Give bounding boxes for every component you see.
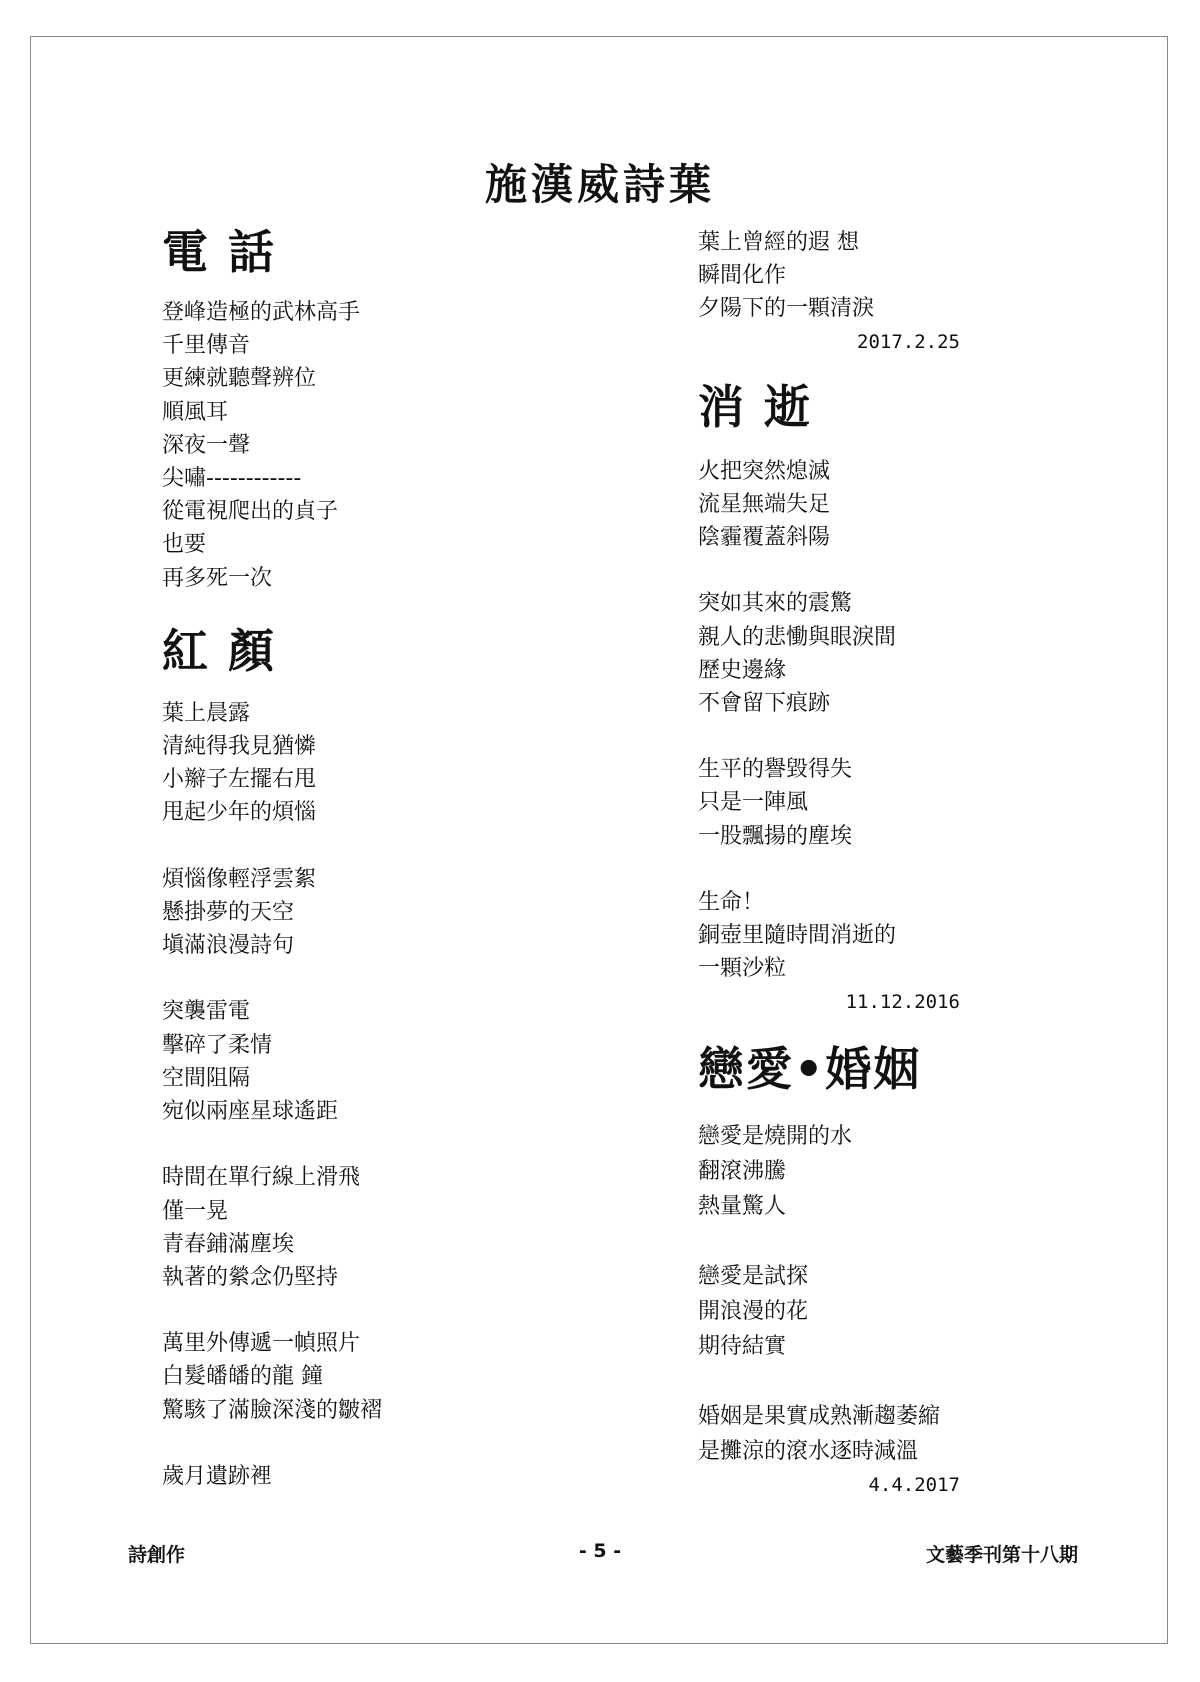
- poem-line: 戀愛是試探: [698, 1263, 809, 1289]
- poem-date-hongyan: 2017.2.25: [857, 330, 960, 353]
- poem-body-hongyan: [162, 697, 602, 1494]
- poem-line: 一股飄揚的塵埃: [698, 823, 853, 849]
- poem-line: 突如其來的震驚: [698, 591, 853, 617]
- poem-line: 火把突然熄滅: [698, 458, 831, 484]
- poem-line: 小辮子左擺右甩: [162, 767, 317, 793]
- poem-line: 煩惱像輕浮雲絮: [162, 866, 317, 892]
- poem-line: 順風耳: [162, 399, 229, 425]
- poem-line: 白髮皤皤的龍 鐘: [162, 1364, 323, 1390]
- poem-line: 清純得我見猶憐: [162, 733, 317, 759]
- poem-line: 登峰造極的武林高手: [162, 300, 361, 325]
- poem-line: 尖嘯------------: [162, 465, 302, 491]
- poem-line: 葉上曾經的遐 想: [698, 230, 859, 255]
- poem-line: 熱量驚人: [698, 1193, 787, 1219]
- poem-line: 翻滾沸騰: [698, 1158, 787, 1184]
- poem-line: 開浪漫的花: [698, 1298, 809, 1324]
- poem-body-lianai: [698, 1119, 1118, 1469]
- page-title: 施漢威詩葉: [484, 160, 715, 209]
- poem-line: 是攤涼的滾水逐時減溫: [698, 1438, 919, 1464]
- poem-body-dianhua: [162, 296, 602, 595]
- poem-line: 千里傳音: [162, 333, 251, 359]
- footer-section-label: 詩創作: [128, 1544, 186, 1566]
- poem-line: 期待結實: [698, 1333, 787, 1359]
- poem-date-lianai: 4.4.2017: [868, 1473, 960, 1496]
- poem-line: 只是一陣風: [698, 790, 809, 816]
- poem-line: 空間阻隔: [162, 1065, 251, 1091]
- poem-line: 不會留下痕跡: [698, 690, 831, 716]
- poem-date-xiaoshi: 11.12.2016: [845, 990, 960, 1013]
- poem-line: 青春鋪滿塵埃: [162, 1231, 295, 1257]
- poem-line: 婚姻是果實成熟漸趨萎縮: [698, 1403, 941, 1429]
- poem-line: 塡滿浪漫詩句: [162, 933, 295, 958]
- poem-body-hongyan-continued: [698, 226, 1118, 326]
- poem-line: 萬里外傳遞一幀照片: [162, 1331, 361, 1357]
- poem-line: 流星無端失足: [698, 491, 831, 517]
- poem-line: 突襲雷電: [162, 999, 251, 1025]
- poem-line: 瞬間化作: [698, 263, 787, 289]
- poem-line: 從電視爬出的貞子: [162, 499, 339, 525]
- poem-line: 歷史邊緣: [698, 657, 787, 683]
- poem-body-xiaoshi: [698, 455, 1118, 986]
- poem-line: 深夜一聲: [162, 432, 251, 458]
- poem-title-xiaoshi: 消 逝: [698, 379, 813, 434]
- poem-line: 親人的悲慟與眼淚間: [698, 624, 897, 650]
- poem-line: 驚駭了滿臉深淺的皺褶: [162, 1397, 383, 1423]
- footer-issue-label: 文藝季刊第十八期: [925, 1544, 1078, 1566]
- poem-title-hongyan: 紅 顏: [162, 623, 277, 678]
- poem-line: 歲月遺跡裡: [162, 1464, 273, 1489]
- poem-line: 葉上晨露: [162, 700, 251, 726]
- poem-line: 甩起少年的煩惱: [162, 800, 317, 826]
- poem-line: 也要: [162, 532, 207, 558]
- poem-line: 戀愛是燒開的水: [698, 1123, 853, 1149]
- poem-line: 擊碎了柔情: [162, 1032, 273, 1058]
- poem-line: 僅一晃: [162, 1198, 229, 1224]
- poem-line: 夕陽下的一顆清淚: [698, 296, 875, 322]
- poem-line: 宛似兩座星球遙距: [162, 1098, 339, 1124]
- poem-line: 懸掛夢的天空: [162, 899, 295, 925]
- right-column: [698, 226, 1118, 1502]
- poem-line: 執著的縈念仍堅持: [162, 1264, 339, 1290]
- poem-title-dianhua: 電 話: [162, 225, 277, 279]
- poem-line: 陰霾覆蓋斜陽: [698, 524, 831, 550]
- footer-page-number: - 5 -: [578, 1540, 622, 1562]
- poem-line: 再多死一次: [162, 565, 273, 591]
- poem-line: 生平的譽毀得失: [698, 757, 853, 783]
- poem-line: 銅壺里隨時間消逝的: [698, 923, 897, 949]
- poem-line: 生命！: [698, 890, 765, 915]
- poem-line: 一顆沙粒: [698, 956, 787, 982]
- poem-line: 更練就聽聲辨位: [162, 366, 317, 392]
- poem-line: 時間在單行線上滑飛: [162, 1165, 361, 1191]
- poem-title-lianai: 戀愛•婚姻: [698, 1041, 922, 1096]
- left-column: [162, 222, 602, 1493]
